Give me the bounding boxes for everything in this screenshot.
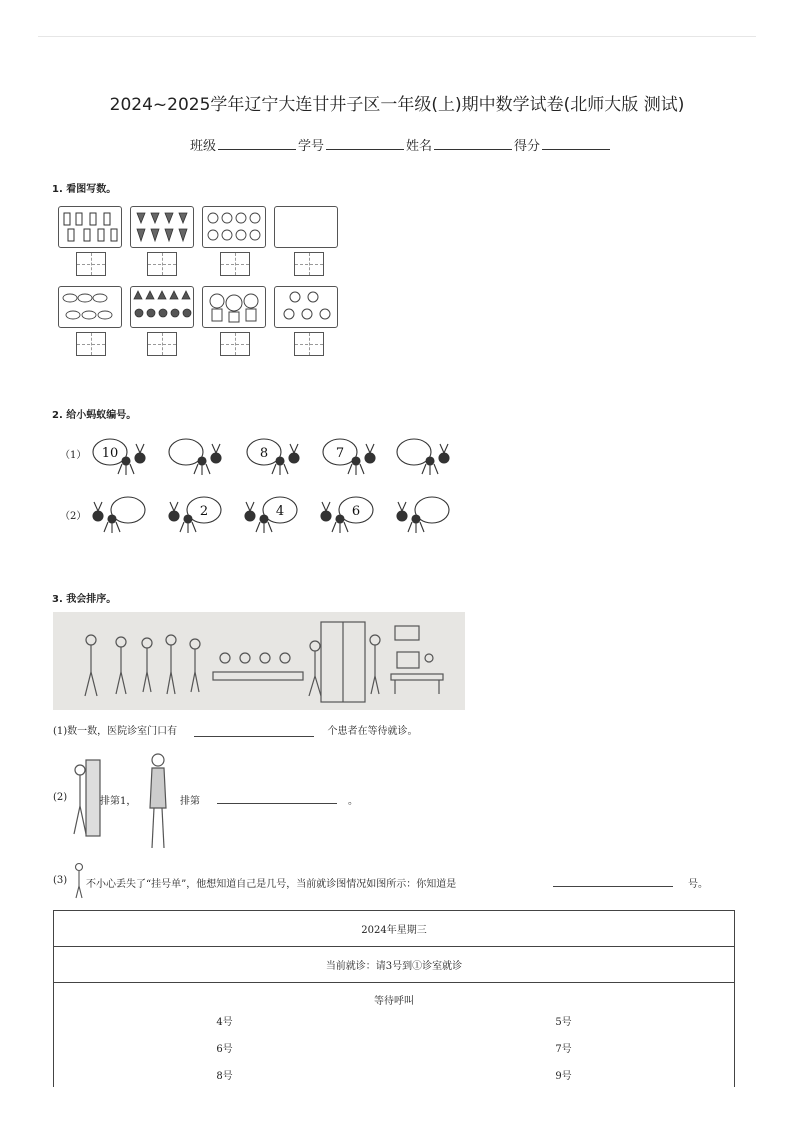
waiting-list — [55, 1007, 733, 1086]
page-title: 2024~2025学年辽宁大连甘井子区一年级(上)期中数学试卷(北师大版 测试) — [109, 95, 685, 115]
row-1-label: （1） — [60, 450, 87, 461]
row-2-label: （2） — [60, 511, 87, 522]
ant-row-1-5[interactable] — [394, 432, 460, 480]
boy-figure — [72, 862, 86, 900]
answer-box[interactable] — [76, 332, 106, 356]
picture-ice-creams — [130, 206, 194, 248]
waiting-item: 9号 — [555, 1071, 572, 1082]
picture-leaves — [58, 286, 122, 328]
class-label: 班级 — [190, 139, 217, 154]
waiting-item: 5号 — [555, 1017, 572, 1028]
picture-chicks — [202, 206, 266, 248]
svg-text:4: 4 — [275, 504, 285, 519]
sub-question-2-second: 排第 — [180, 796, 200, 807]
svg-text:6: 6 — [351, 504, 361, 519]
question-2-label: 2. 给小蚂蚁编号。 — [52, 410, 137, 421]
waiting-item: 7号 — [555, 1044, 572, 1055]
queue-waiting-cell — [54, 983, 735, 1088]
sub-question-1-suffix: 个患者在等待就诊。 — [327, 726, 418, 737]
sub-question-2-suffix: 。 — [348, 796, 358, 807]
waiting-item: 8号 — [216, 1071, 233, 1082]
score-field[interactable] — [542, 135, 610, 150]
question-1-label: 1. 看图写数。 — [52, 184, 117, 195]
svg-text:8: 8 — [259, 446, 269, 461]
question-3-label: 3. 我会排序。 — [52, 594, 117, 605]
waiting-title: 等待呼叫 — [374, 996, 414, 1007]
name-field[interactable] — [434, 135, 512, 150]
svg-text:7: 7 — [335, 446, 345, 461]
score-label: 得分 — [514, 139, 541, 154]
answer-box[interactable] — [294, 252, 324, 276]
sub-question-2-label: (2) — [53, 792, 68, 803]
svg-text:10: 10 — [101, 446, 119, 461]
sub-question-2-first: 排第1， — [100, 796, 137, 807]
woman-figure — [140, 750, 176, 856]
answer-box[interactable] — [220, 252, 250, 276]
picture-empty — [274, 206, 338, 248]
answer-box[interactable] — [76, 252, 106, 276]
picture-trees — [130, 286, 194, 328]
ant-row-1-1 — [90, 432, 156, 480]
id-field[interactable] — [326, 135, 404, 150]
hospital-waiting-scene — [53, 612, 465, 710]
ant-row-1-2[interactable] — [166, 432, 232, 480]
queue-current: 当前就诊：请3号到①诊室就诊 — [54, 947, 735, 983]
man-at-door-figure — [68, 756, 104, 840]
sub-question-3-suffix: 号。 — [688, 879, 708, 890]
answer-box[interactable] — [147, 252, 177, 276]
waiting-item: 6号 — [216, 1044, 233, 1055]
ant-row-2-4 — [314, 490, 380, 538]
queue-table — [53, 910, 735, 1087]
picture-bottles — [58, 206, 122, 248]
class-field[interactable] — [218, 135, 296, 150]
ant-row-1-3 — [244, 432, 310, 480]
student-info-row — [190, 135, 612, 154]
answer-box[interactable] — [147, 332, 177, 356]
queue-day: 2024年星期三 — [54, 911, 735, 947]
waiting-item: 4号 — [216, 1017, 233, 1028]
svg-text:2: 2 — [199, 504, 209, 519]
picture-monkeys — [274, 286, 338, 328]
ant-row-2-3 — [238, 490, 304, 538]
sub-question-3-blank[interactable] — [553, 875, 673, 887]
picture-bears — [202, 286, 266, 328]
ant-row-2-1[interactable] — [86, 490, 152, 538]
sub-question-1-blank[interactable] — [194, 725, 314, 737]
sub-question-2-blank[interactable] — [217, 792, 337, 804]
answer-box[interactable] — [294, 332, 324, 356]
name-label: 姓名 — [406, 139, 433, 154]
answer-box[interactable] — [220, 332, 250, 356]
sub-question-3-text: 不小心丢失了“挂号单”，他想知道自己是几号，当前就诊图情况如图所示：你知道是 — [86, 879, 457, 890]
ant-row-2-5[interactable] — [390, 490, 456, 538]
sub-question-1 — [53, 722, 418, 737]
top-divider — [38, 36, 756, 37]
sub-question-3-label: (3) — [53, 875, 68, 886]
ant-row-1-4 — [320, 432, 386, 480]
ant-row-2-2 — [162, 490, 228, 538]
id-label: 学号 — [298, 139, 325, 154]
sub-question-1-text: (1)数一数，医院诊室门口有 — [53, 726, 178, 737]
